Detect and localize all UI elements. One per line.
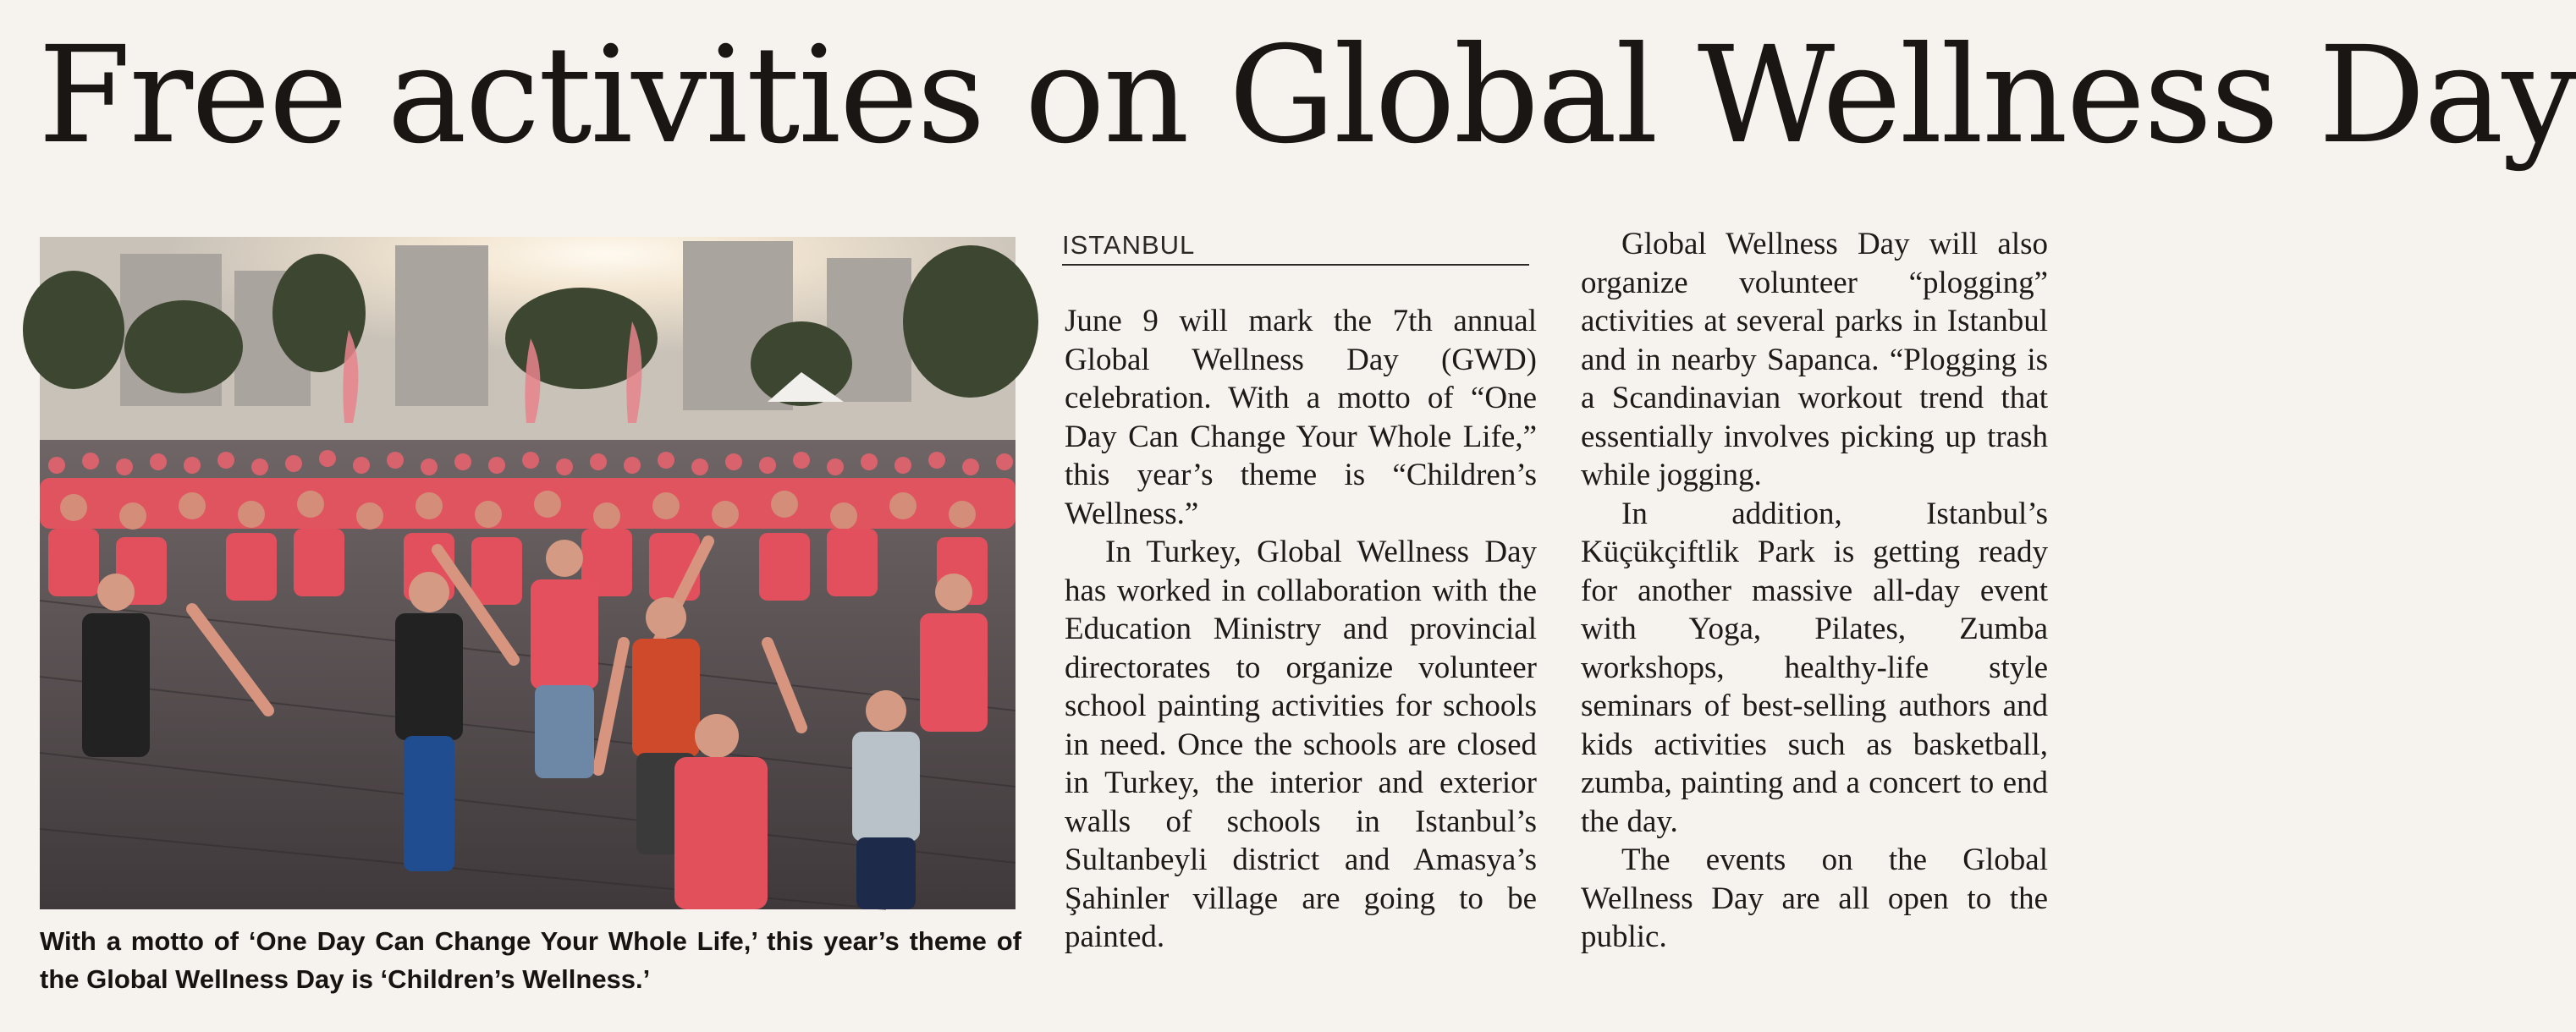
paragraph: The events on the Global Wellness Day are all open to the public. [1581, 843, 2048, 954]
paragraph: June 9 will mark the 7th annual Global Wellness Day (GWD) celebration. With a motto of “One Day Can Change Your Whole Life,” this year’s theme is “Children’s Wellness.” [1065, 304, 1537, 531]
dateline: ISTANBUL [1062, 230, 1529, 266]
paragraph: In addition, Istanbul’s Küçükçiftlik Park is getting ready for another massive all-day event with Yoga, Pilates, Zumba workshops, healthy-life style seminars of best-selling authors and kids activities such as basketball, zumba, painting and a concert to end the day. [1581, 496, 2048, 839]
paragraph: Global Wellness Day will also organize volunteer “plogging” activities at several parks in Istanbul and in nearby Sapanca. “Plogging is a Scandinavian workout trend that essentially involves picking up trash while jogging. [1581, 227, 2048, 492]
photo-caption: With a motto of ‘One Day Can Change Your Whole Life,’ this year’s theme of the Global Wellness Day is ‘Children’s Wellness.’ [40, 926, 1021, 994]
paragraph: In Turkey, Global Wellness Day has worked in collaboration with the Education Ministry and provincial directorates to organize volunteer school painting activities for schools in need. Once the schools are closed in Turkey, the interior and exterior walls of schools in Istanbul’s Sultanbeyli district and Amasya’s Şahinler village are going to be painted. [1065, 535, 1537, 954]
photo-illustration [40, 237, 1016, 909]
headline: Free activities on Global Wellness Day [38, 18, 2576, 173]
article-column-1 [1065, 302, 1537, 957]
article-column-2 [1581, 225, 2048, 957]
crowd-exercising-photo [40, 237, 1016, 909]
